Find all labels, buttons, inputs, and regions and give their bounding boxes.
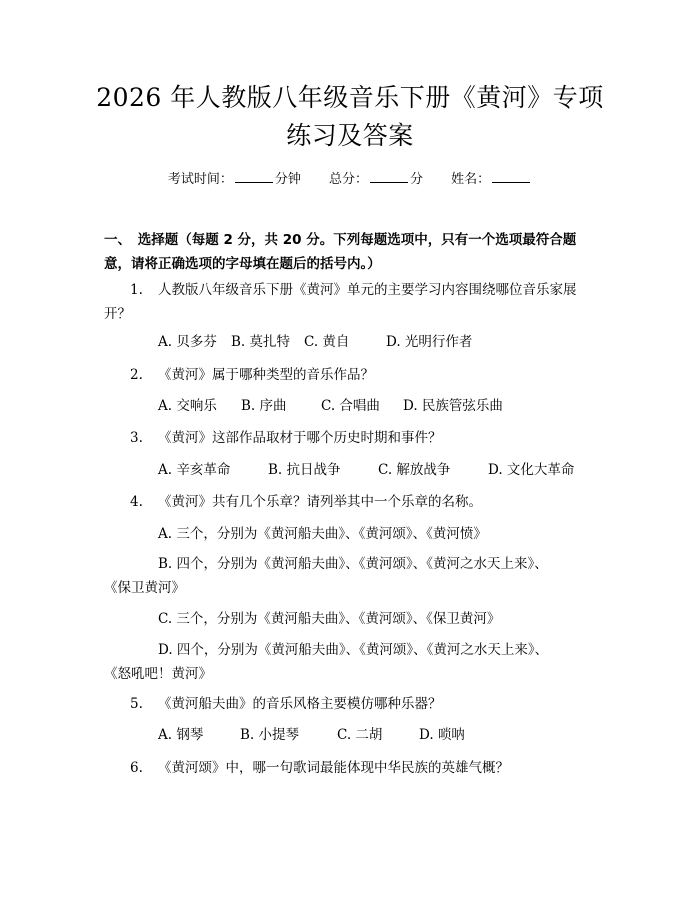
exam-info (0, 168, 700, 190)
question-3 (104, 426, 600, 450)
question-number: 5. (130, 696, 143, 712)
question-4-option-c: C. 三个，分别为《黄河船夫曲》、《黄河颂》、《保卫黄河》 (158, 611, 501, 627)
exam-score-blank (370, 168, 408, 183)
question-2 (104, 363, 600, 387)
question-number: 3. (130, 430, 143, 446)
option-b: B. 抗日战争 (268, 462, 341, 478)
exam-score (329, 168, 423, 190)
document-title-line2: 练习及答案 (286, 121, 414, 150)
exam-name-label: 姓名： (451, 172, 491, 187)
question-text: 《黄河颂》中，哪一句歌词最能体现中华民族的英雄气概？ (158, 760, 509, 776)
question-4 (104, 490, 600, 514)
question-text: 《黄河船夫曲》的音乐风格主要模仿哪种乐器？ (158, 696, 442, 712)
option-a: A. 辛亥革命 (158, 462, 231, 478)
question-6 (104, 756, 600, 780)
option-a: A. 贝多芬 (158, 334, 217, 350)
exam-name (451, 168, 532, 190)
question-text: 《黄河》这部作品取材于哪个历史时期和事件？ (158, 430, 442, 446)
document-title-line1: 2026 年人教版八年级音乐下册《黄河》专项 (96, 83, 604, 112)
question-number: 1. (130, 282, 143, 298)
question-text: 人教版八年级音乐下册《黄河》单元的主要学习内容围绕哪位音乐家展 (158, 282, 577, 298)
question-3-options (158, 458, 574, 482)
question-text: 《黄河》共有几个乐章？请列举其中一个乐章的名称。 (158, 494, 482, 510)
option-d: D. 民族管弦乐曲 (403, 398, 503, 414)
question-text-cont: 开？ (104, 306, 131, 322)
question-number: 2. (130, 367, 143, 383)
section-heading-line1: 一、 选择题（每题 2 分，共 20 分。下列每题选项中，只有一个选项最符合题 (104, 232, 577, 248)
question-number: 4. (130, 494, 143, 510)
question-5 (104, 692, 600, 716)
question-1 (104, 278, 600, 326)
exam-name-blank (492, 168, 530, 183)
option-c: C. 合唱曲 (321, 398, 380, 414)
section-heading (104, 228, 604, 276)
option-c: C. 解放战争 (378, 462, 451, 478)
question-4-option-d: D. 四个，分别为《黄河船夫曲》、《黄河颂》、《黄河之水天上来》、 (158, 642, 549, 658)
option-c: C. 黄自 (304, 334, 350, 350)
option-d: D. 光明行作者 (386, 334, 473, 350)
question-number: 6. (130, 760, 143, 776)
option-b: B. 序曲 (241, 398, 287, 414)
option-b: B. 莫扎特 (231, 334, 291, 350)
question-4-option-d-cont: 《怒吼吧！黄河》 (104, 666, 212, 682)
question-2-options (158, 394, 503, 418)
exam-time-blank (235, 168, 273, 183)
question-5-options (158, 723, 465, 747)
option-d: D. 文化大革命 (488, 462, 575, 478)
exam-score-label: 总分： (328, 172, 368, 187)
exam-time (168, 168, 301, 190)
question-text: 《黄河》属于哪种类型的音乐作品？ (158, 367, 374, 383)
exam-time-label: 考试时间： (167, 172, 233, 187)
question-4-option-b: B. 四个，分别为《黄河船夫曲》、《黄河颂》、《黄河之水天上来》、 (158, 556, 548, 572)
question-4-option-b-cont: 《保卫黄河》 (104, 580, 185, 596)
option-a: A. 交响乐 (158, 398, 217, 414)
section-heading-line2: 意，请将正确选项的字母填在题后的括号内。） (104, 256, 381, 272)
question-1-options (158, 330, 472, 354)
option-a: A. 钢琴 (158, 727, 204, 743)
option-b: B. 小提琴 (240, 727, 300, 743)
question-4-option-a: A. 三个，分别为《黄河船夫曲》、《黄河颂》、《黄河愤》 (158, 526, 487, 542)
option-c: C. 二胡 (337, 727, 383, 743)
option-d: D. 唢呐 (419, 727, 465, 743)
exam-time-unit: 分钟 (274, 172, 301, 187)
exam-score-unit: 分 (410, 172, 424, 187)
